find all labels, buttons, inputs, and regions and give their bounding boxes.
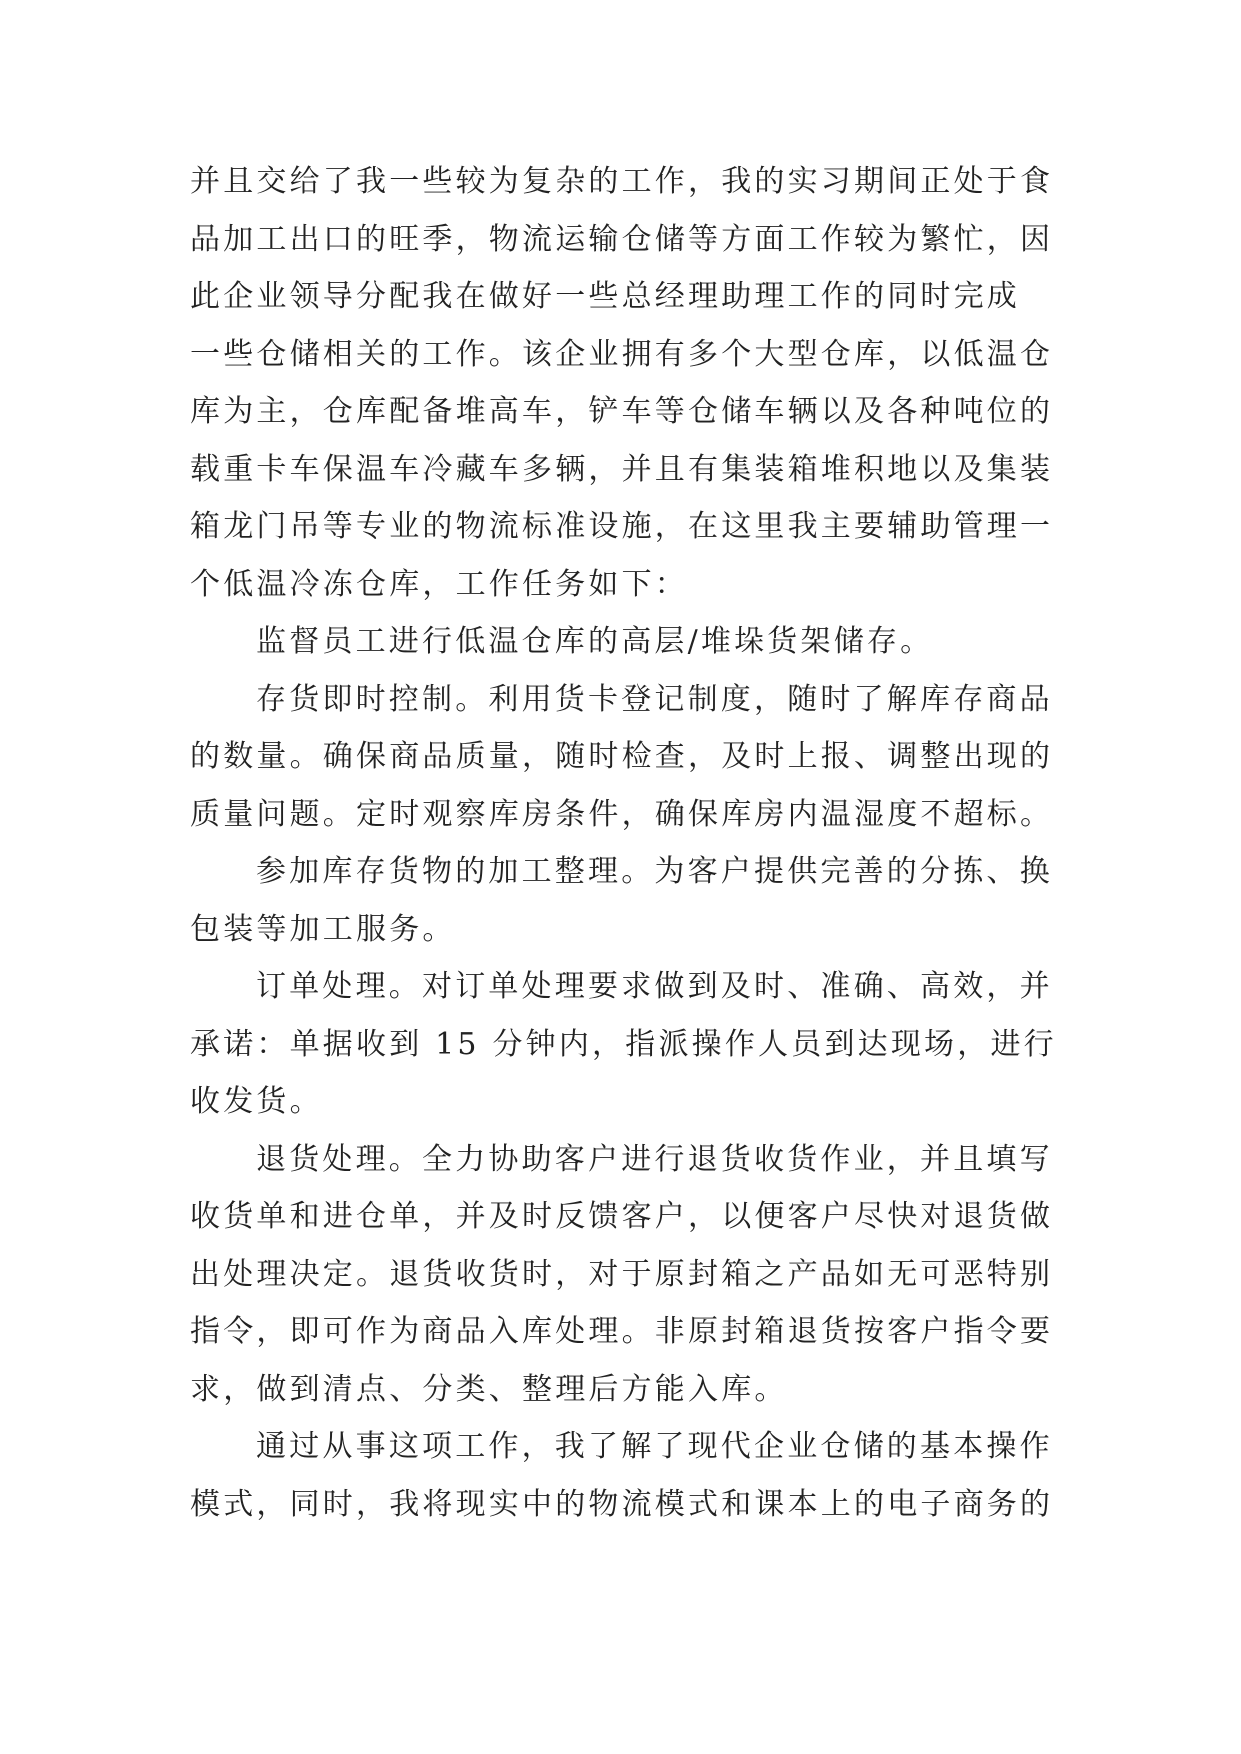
- paragraph-start-line: 参加库存货物的加工整理。为客户提供完善的分拣、换: [256, 854, 1053, 889]
- text-line: 质量问题。定时观察库房条件，确保库房内温湿度不超标。: [190, 796, 1054, 832]
- text-line: 包装等加工服务。: [190, 911, 456, 947]
- paragraph-start-line: 通过从事这项工作，我了解了现代企业仓储的基本操作: [256, 1429, 1053, 1464]
- text-line: 承诺：单据收到 15 分钟内，指派操作人员到达现场，进行: [190, 1026, 1057, 1062]
- paragraph-start-line: 退货处理。全力协助客户进行退货收货作业，并且填写: [256, 1141, 1053, 1177]
- text-line: 载重卡车保温车冷藏车多辆，并且有集装箱堆积地以及集装: [190, 451, 1054, 487]
- text-line: 此企业领导分配我在做好一些总经理助理工作的同时完成: [190, 279, 1020, 314]
- paragraph-start-line: 监督员工进行低温仓库的高层/堆垛货架储存。: [256, 624, 934, 659]
- text-line: 并且交给了我一些较为复杂的工作，我的实习期间正处于食: [190, 164, 1054, 199]
- paragraph-start-line: 订单处理。对订单处理要求做到及时、准确、高效，并: [256, 969, 1053, 1004]
- body-text: [190, 153, 1060, 1533]
- text-line: 一些仓储相关的工作。该企业拥有多个大型仓库，以低温仓: [190, 336, 1054, 372]
- text-line: 指令，即可作为商品入库处理。非原封箱退货按客户指令要: [190, 1314, 1054, 1349]
- text-line: 出处理决定。退货收货时，对于原封箱之产品如无可恶特别: [190, 1256, 1054, 1292]
- text-line: 求，做到清点、分类、整理后方能入库。: [190, 1371, 788, 1407]
- text-line: 收发货。: [190, 1084, 323, 1119]
- text-line: 收货单和进仓单，并及时反馈客户，以便客户尽快对退货做: [190, 1199, 1054, 1234]
- text-line: 模式，同时，我将现实中的物流模式和课本上的电子商务的: [190, 1486, 1054, 1522]
- text-line: 箱龙门吊等专业的物流标准设施，在这里我主要辅助管理一: [190, 509, 1054, 544]
- paragraph-start-line: 存货即时控制。利用货卡登记制度，随时了解库存商品: [256, 681, 1053, 717]
- text-line: 库为主，仓库配备堆高车，铲车等仓储车辆以及各种吨位的: [190, 394, 1054, 429]
- text-line: 品加工出口的旺季，物流运输仓储等方面工作较为繁忙，因: [190, 221, 1054, 257]
- text-line: 个低温冷冻仓库，工作任务如下：: [190, 566, 688, 602]
- text-line: 的数量。确保商品质量，随时检查，及时上报、调整出现的: [190, 739, 1054, 774]
